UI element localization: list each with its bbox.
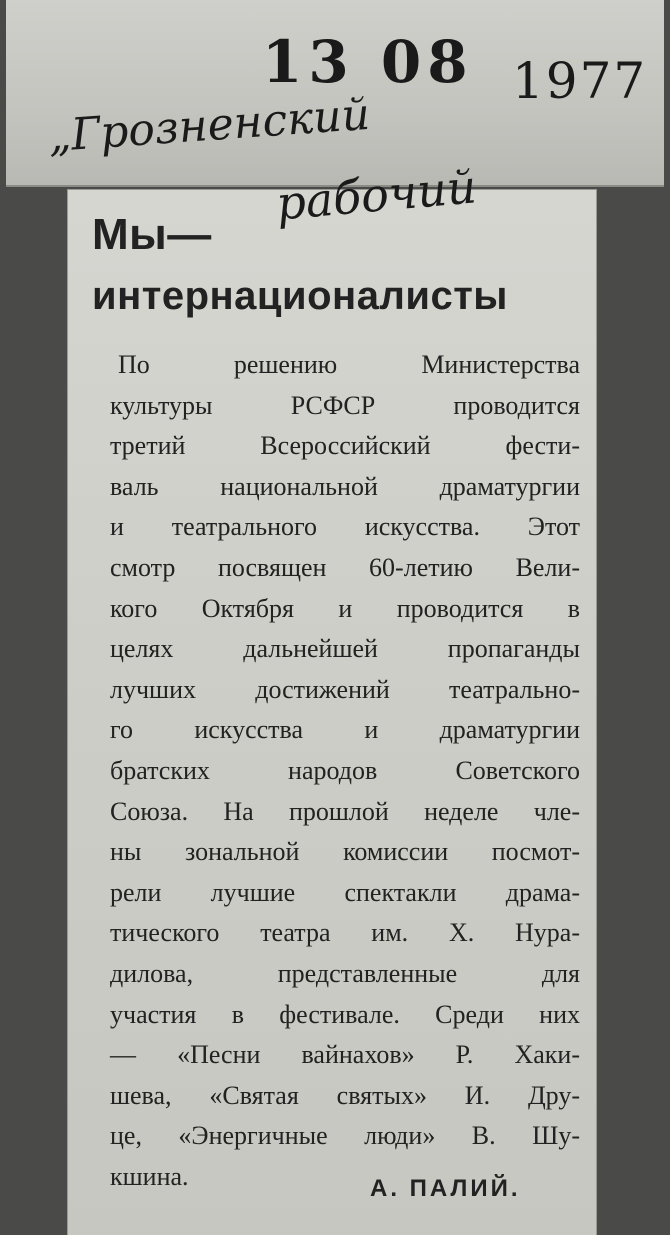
handwritten-year: 1977 bbox=[512, 52, 648, 110]
article-author: А. ПАЛИЙ. bbox=[370, 1175, 521, 1202]
article-line: дилова, представленные для bbox=[110, 958, 580, 988]
article-line: рели лучшие спектакли драма- bbox=[110, 877, 580, 907]
article-title-line-2: интернационалисты bbox=[92, 274, 508, 318]
article-title-line-1: Мы— bbox=[92, 210, 212, 259]
article-line: ны зональной комиссии посмот- bbox=[110, 837, 580, 867]
article-line: кшина. bbox=[110, 1161, 189, 1191]
article-line: це, «Энергичные люди» В. Шу- bbox=[110, 1121, 580, 1151]
article-line: — «Песни вайнахов» Р. Хаки- bbox=[110, 1040, 580, 1070]
handwritten-newspaper-name-2: рабочий bbox=[274, 159, 479, 231]
article-line: Союза. На прошлой неделе чле- bbox=[110, 796, 580, 826]
article-line: тического театра им. Х. Нура- bbox=[110, 918, 580, 948]
article-line: шева, «Святая святых» И. Дру- bbox=[110, 1080, 580, 1110]
article-line: лучших достижений театрально- bbox=[110, 674, 580, 704]
handwritten-newspaper-name: „Грозненский bbox=[46, 88, 372, 163]
article-line: смотр посвящен 60-летию Вели- bbox=[110, 552, 580, 582]
article-body bbox=[110, 345, 580, 1197]
article-line: валь национальной драматургии bbox=[110, 471, 580, 501]
article-line: По решению Министерства bbox=[118, 350, 580, 379]
article-line: и театрального искусства. Этот bbox=[110, 512, 580, 542]
handwritten-date: 13 08 bbox=[262, 28, 474, 96]
article-line: культуры РСФСР проводится bbox=[110, 390, 580, 420]
article-line: третий Всероссийский фести- bbox=[110, 431, 580, 461]
article-line: целях дальнейшей пропаганды bbox=[110, 634, 580, 664]
article-line: участия в фестивале. Среди них bbox=[110, 999, 580, 1029]
article-line: го искусства и драматургии bbox=[110, 715, 580, 745]
article-line: братских народов Советского bbox=[110, 755, 580, 785]
article-line: кого Октября и проводится в bbox=[110, 593, 580, 623]
